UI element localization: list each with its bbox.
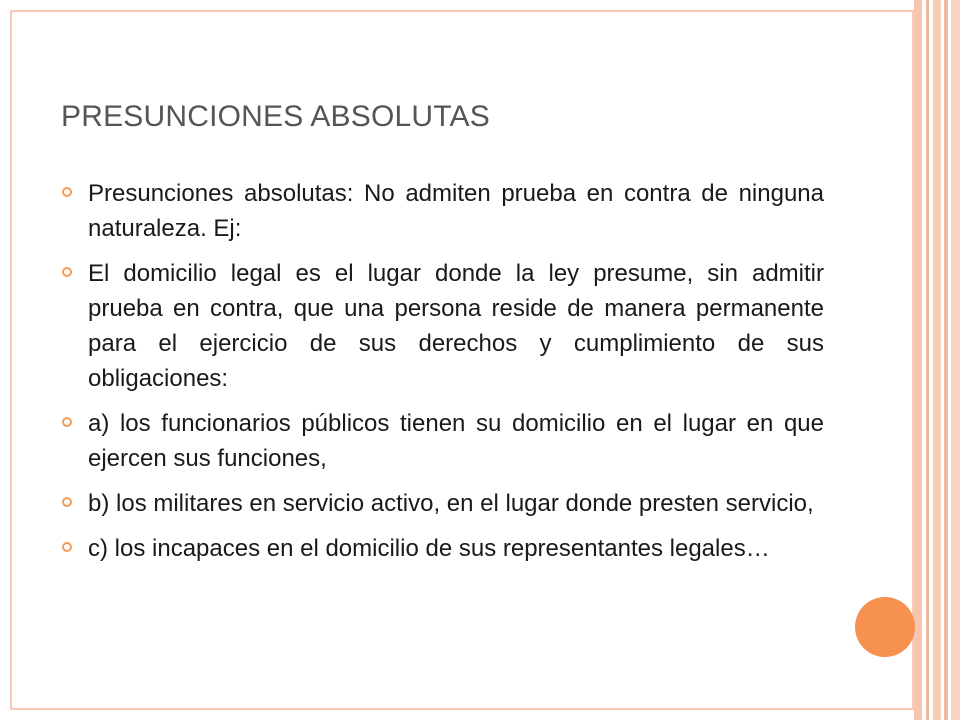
decorative-stripe [933,0,941,720]
bullet-circle-icon [62,497,72,507]
bullet-circle-icon [62,187,72,197]
decorative-stripe [944,0,948,720]
bullet-item [60,176,824,246]
decorative-stripe [926,0,929,720]
decorative-stripe [914,0,922,720]
slide-title: PRESUNCIONES ABSOLUTAS [61,100,490,133]
bullet-text: El domicilio legal es el lugar donde la ley presume, sin admitir prueba en contra, que una persona reside de manera permanente para el ejercicio de sus derechos y cumplimiento de sus obligaciones: [88,260,824,392]
bullet-circle-icon [62,417,72,427]
bullet-text: b) los militares en servicio activo, en el lugar donde presten servicio, [88,490,814,517]
bullet-list [60,176,824,576]
bullet-item [60,531,824,566]
bullet-text: a) los funcionarios públicos tienen su domicilio en el lugar en que ejercen sus funciones, [88,410,824,472]
bullet-circle-icon [62,542,72,552]
bullet-circle-icon [62,267,72,277]
bullet-item [60,256,824,396]
bullet-text: c) los incapaces en el domicilio de sus representantes legales… [88,535,770,562]
bullet-text: Presunciones absolutas: No admiten prueba en contra de ninguna naturaleza. Ej: [88,180,824,242]
bullet-item [60,486,824,521]
decorative-circle [855,597,915,657]
decorative-stripe [951,0,960,720]
bullet-item [60,406,824,476]
